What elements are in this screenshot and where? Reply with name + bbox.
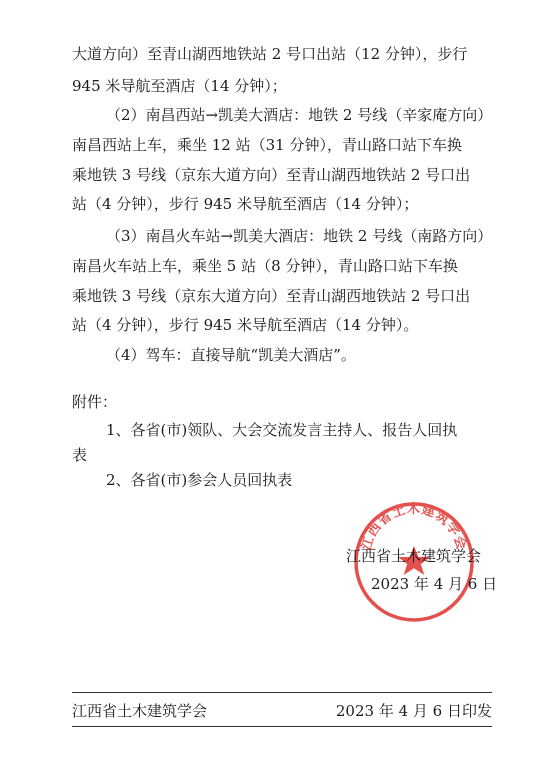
body-line-8: 南昌火车站上车，乘坐 5 站（8 分钟），青山路口站下车换 [72, 257, 458, 275]
body-line-7: （3）南昌火车站→凯美大酒店：地铁 2 号线（南路方向） [106, 227, 493, 245]
body-line-6: 站（4 分钟），步行 945 米导航至酒店（14 分钟）； [72, 195, 419, 213]
footer-top-divider [72, 692, 492, 693]
footer-org: 江西省土木建筑学会 [72, 702, 208, 720]
attachment-item-1-continued: 表 [72, 446, 88, 464]
body-line-9: 乘地铁 3 号线（京东大道方向）至青山湖西地铁站 2 号口出 [72, 287, 471, 305]
attachments-heading: 附件： [72, 393, 118, 411]
body-line-11: （4）驾车：直接导航“凯美大酒店”。 [106, 346, 356, 364]
footer-issued-date: 2023 年 4 月 6 日印发 [335, 702, 492, 720]
body-line-3: （2）南昌西站→凯美大酒店：地铁 2 号线（辛家庵方向） [106, 106, 493, 124]
signature-date: 2023 年 4 月 6 日 [371, 575, 498, 593]
attachment-item-1: 1、各省(市)领队、大会交流发言主持人、报告人回执 [106, 421, 458, 439]
body-line-2: 945 米导航至酒店（14 分钟）； [72, 77, 287, 95]
body-line-1: 大道方向）至青山湖西地铁站 2 号口出站（12 分钟），步行 [72, 45, 468, 63]
signature-org: 江西省土木建筑学会 [346, 547, 482, 565]
body-line-10: 站（4 分钟），步行 945 米导航至酒店（14 分钟）。 [72, 316, 419, 334]
body-line-5: 乘地铁 3 号线（京东大道方向）至青山湖西地铁站 2 号口出 [72, 166, 471, 184]
footer-bottom-divider [72, 726, 492, 727]
attachment-item-2: 2、各省(市)参会人员回执表 [106, 471, 293, 489]
body-line-4: 南昌西站上车，乘坐 12 站（31 分钟），青山路口站下车换 [72, 136, 462, 154]
seal-text: 江西省土木建筑学会 [359, 501, 469, 553]
